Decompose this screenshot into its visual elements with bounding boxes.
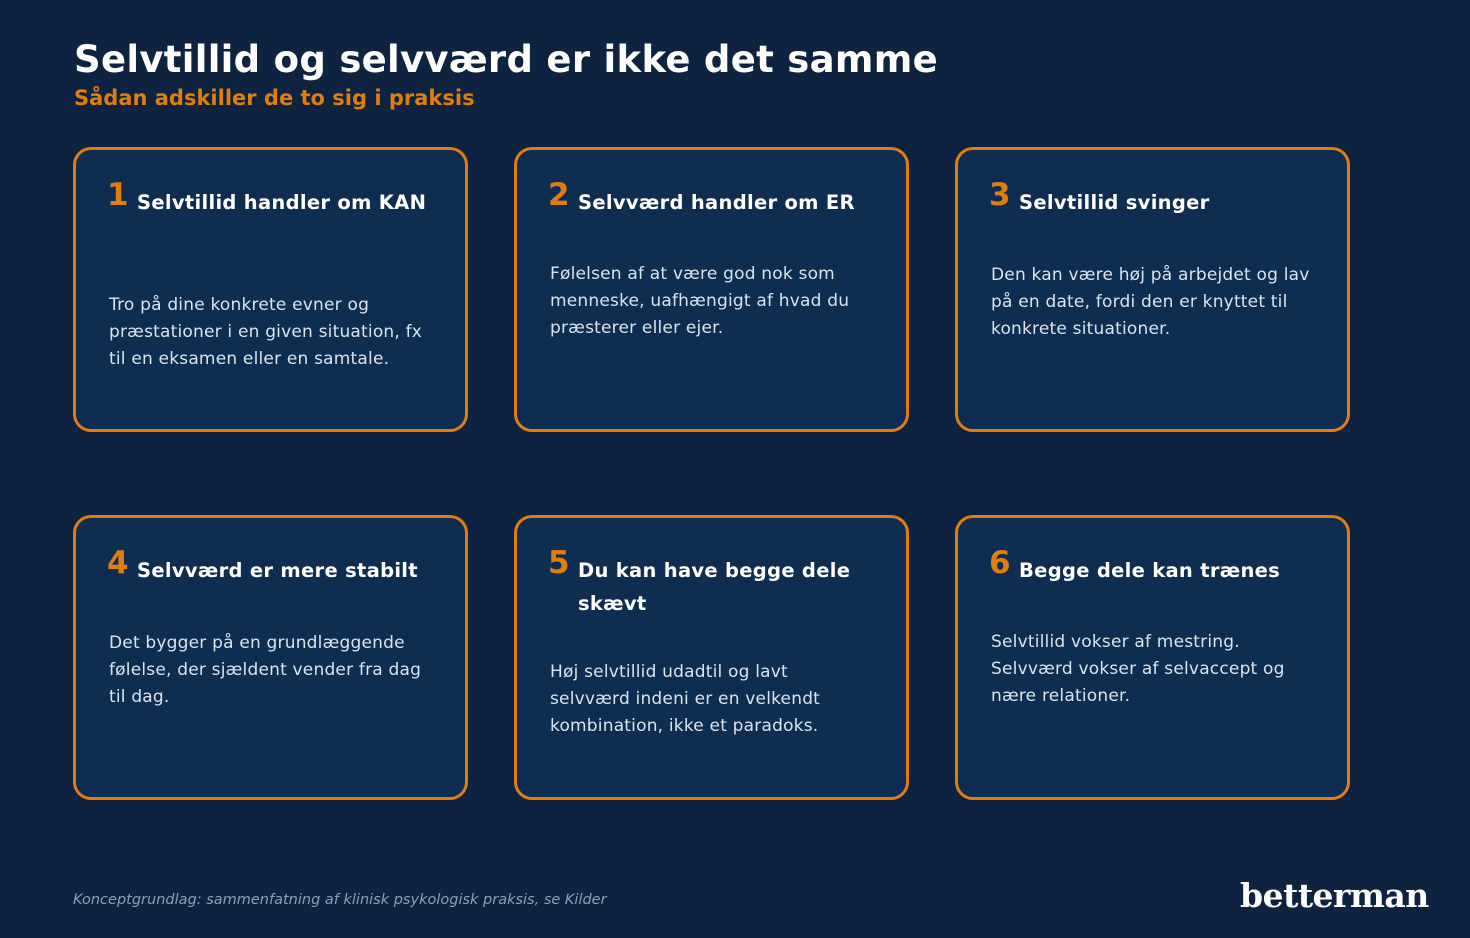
card-4	[73, 515, 468, 800]
source-note: Konceptgrundlag: sammenfatning af klinisk psykologisk praksis, se Kilder	[73, 892, 607, 908]
card-heading: Selvværd handler om ER	[578, 191, 855, 214]
card-number: 3	[989, 177, 1011, 213]
card-1	[73, 147, 468, 432]
card-number: 1	[107, 177, 129, 213]
brand-logo: betterman	[1240, 876, 1429, 915]
card-body: Tro på dine konkrete evner og præstationer i en given situation, fx til en eksamen eller en samtale.	[109, 295, 423, 369]
card-6	[955, 515, 1350, 800]
card-body: Følelsen af at være god nok som menneske, uafhængigt af hvad du præsterer eller ejer.	[550, 264, 850, 338]
card-number: 6	[989, 545, 1011, 581]
card-heading: Selvtillid handler om KAN	[137, 191, 427, 214]
page-title: Selvtillid og selvværd er ikke det samme	[74, 38, 938, 81]
page-subtitle: Sådan adskiller de to sig i praksis	[74, 86, 475, 110]
card-5	[514, 515, 909, 800]
card-number: 5	[548, 545, 570, 581]
card-number: 2	[548, 177, 570, 213]
card-body: Selvtillid vokser af mestring. Selvværd vokser af selvaccept og nære relationer.	[991, 632, 1285, 706]
card-heading: Begge dele kan trænes	[1019, 559, 1281, 582]
card-3	[955, 147, 1350, 432]
card-heading: Selvtillid svinger	[1019, 191, 1210, 214]
card-heading: Du kan have begge dele skævt	[578, 559, 851, 615]
card-body: Det bygger på en grundlæggende følelse, der sjældent vender fra dag til dag.	[109, 633, 422, 707]
card-2	[514, 147, 909, 432]
card-body: Den kan være høj på arbejdet og lav på en date, fordi den er knyttet til konkrete situationer.	[991, 265, 1310, 339]
card-heading: Selvværd er mere stabilt	[137, 559, 418, 582]
card-number: 4	[107, 545, 129, 581]
card-body: Høj selvtillid udadtil og lavt selvværd indeni er en velkendt kombination, ikke et paradoks.	[550, 662, 821, 736]
